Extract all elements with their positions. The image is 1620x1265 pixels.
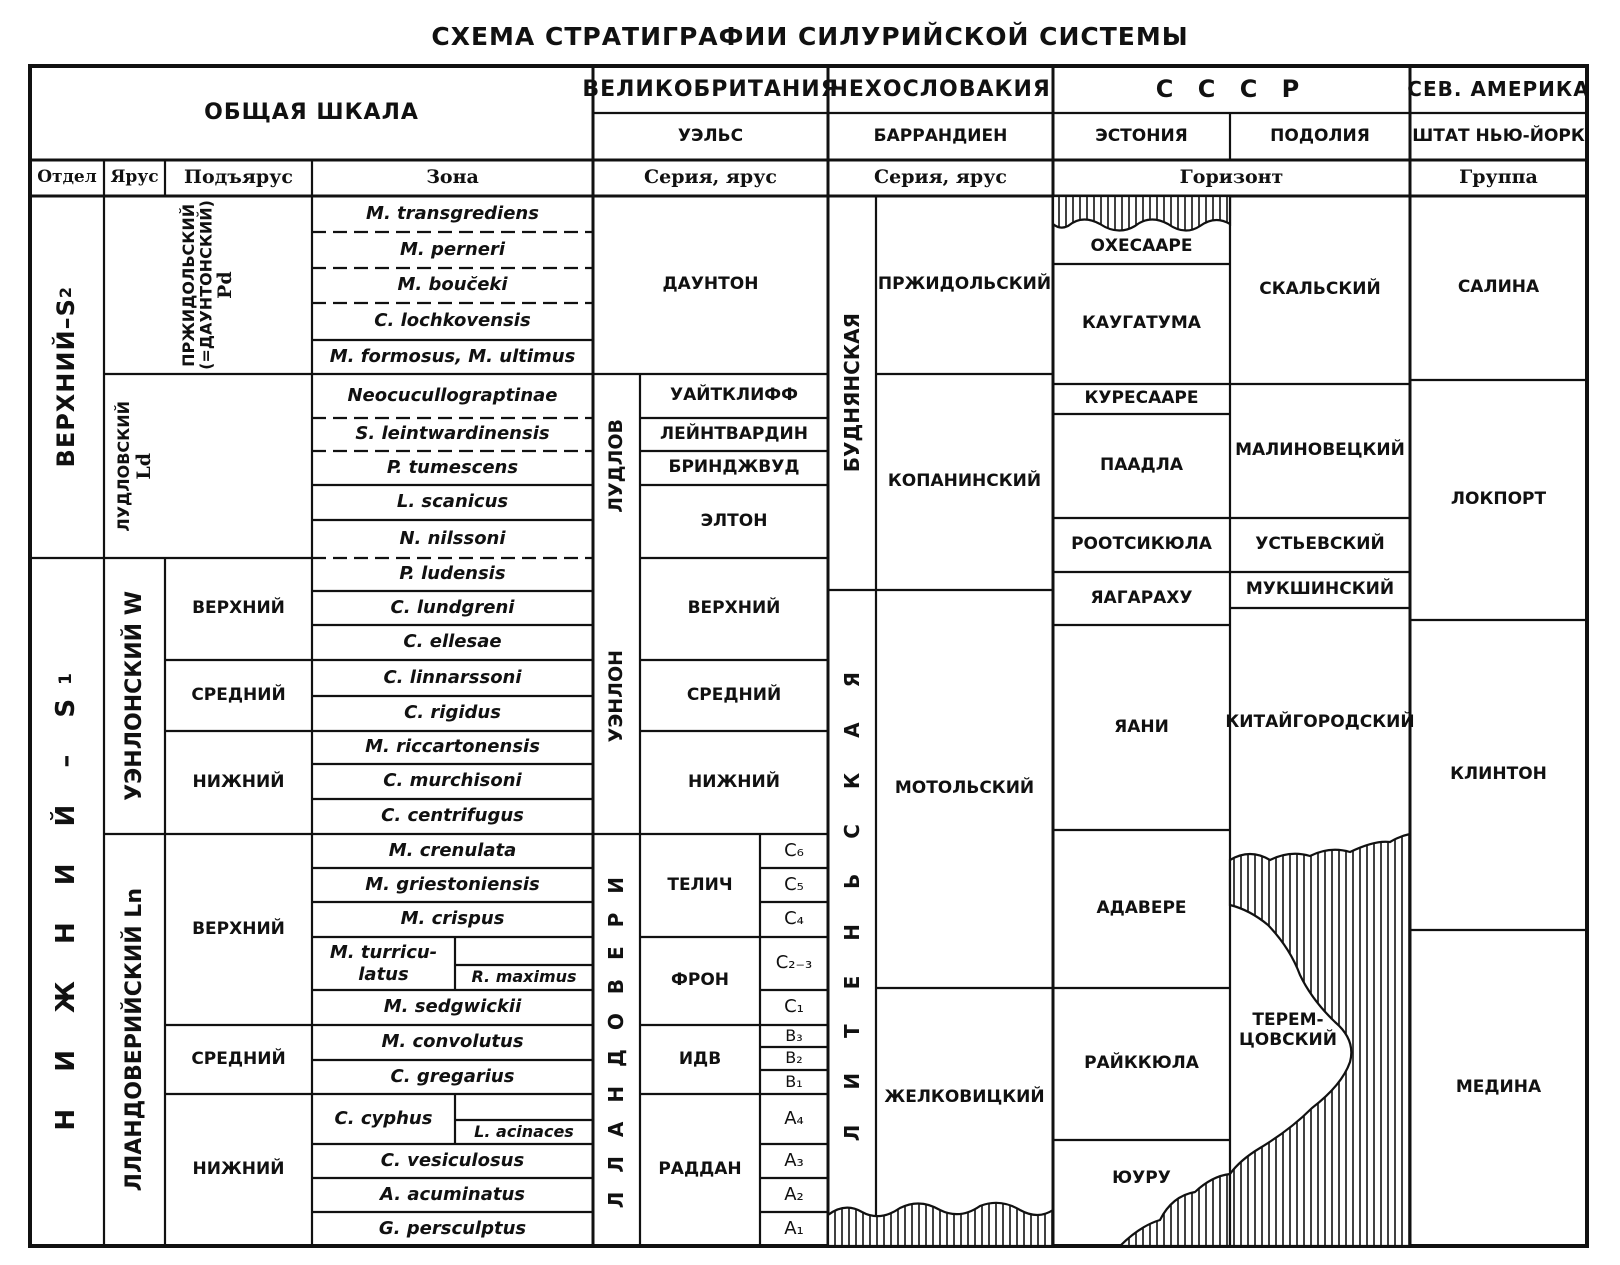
zone: M. convolutus <box>381 1031 524 1053</box>
yarus-pridoli-2: (=ДАУНТОНСКИЙ) <box>196 200 216 370</box>
header-barrandien: БАРРАНДИЕН <box>873 125 1008 146</box>
est-juuru: ЮУРУ <box>1112 1168 1171 1189</box>
yarus-wenlock <box>104 558 165 834</box>
podyarus-w-upper: ВЕРХНИЙ <box>192 598 285 619</box>
barr-budnan <box>828 196 876 590</box>
wales-c5: C₅ <box>784 873 804 895</box>
pod-teremtsy-1: ТЕРЕМ- <box>1252 1009 1324 1030</box>
wales-a2: A₂ <box>784 1183 804 1205</box>
yarus-llandovery <box>104 834 165 1246</box>
zone: C. linnarssoni <box>383 666 522 688</box>
zone: L. scanicus <box>396 491 509 513</box>
zone: S. leintwardinensis <box>355 423 550 445</box>
barr-liten-label: Л И Т Е Н Ь С К А Я <box>839 658 864 1142</box>
wales-b2: B₂ <box>785 1048 803 1068</box>
zone: G. persculptus <box>378 1217 527 1239</box>
wales-fron: ФРОН <box>671 970 729 991</box>
zone: M. crenulata <box>388 839 517 861</box>
zone-turriculatus-1: M. turricu- <box>329 941 438 963</box>
col-podyarus: Подъярус <box>184 166 293 189</box>
ny-salina: САЛИНА <box>1457 277 1540 298</box>
wales-wenlock <box>593 558 640 834</box>
yarus-pridoli <box>104 196 312 374</box>
header-ussr: С С С Р <box>1155 74 1308 103</box>
est-adavere: АДАВЕРЕ <box>1096 898 1187 919</box>
est-rootsikula: РООТСИКЮЛА <box>1071 534 1212 555</box>
wales-c6: C₆ <box>784 839 804 861</box>
zone: M. griestoniensis <box>365 873 540 895</box>
pod-ustye: УСТЬЕВСКИЙ <box>1255 534 1385 555</box>
zone: M. formosus, M. ultimus <box>329 345 576 367</box>
zone: M. perneri <box>399 238 506 260</box>
podyarus-w-lower: НИЖНИЙ <box>192 771 285 792</box>
wales-w-middle: СРЕДНИЙ <box>686 684 782 705</box>
barr-kopanin: КОПАНИНСКИЙ <box>887 471 1042 492</box>
yarus-pridoli-3: Pd <box>214 271 237 299</box>
col-otdel: Отдел <box>37 167 97 188</box>
wales-raddan: РАДДАН <box>658 1159 742 1180</box>
wales-a1: A₁ <box>784 1217 804 1239</box>
zone: C. lochkovensis <box>374 310 531 332</box>
wales-b1: B₁ <box>785 1071 803 1091</box>
col-zona: Зона <box>426 166 479 189</box>
header-gb: ВЕЛИКОБРИТАНИЯ <box>582 76 839 102</box>
zone: R. maximus <box>471 967 577 987</box>
est-jaagarahu: ЯАГАРАХУ <box>1090 587 1193 608</box>
pod-skala: СКАЛЬСКИЙ <box>1259 279 1381 300</box>
wales-c4: C₄ <box>784 908 804 930</box>
barr-zhelkovice: ЖЕЛКОВИЦКИЙ <box>884 1087 1045 1108</box>
podyarus-ln-lower: НИЖНИЙ <box>192 1159 285 1180</box>
zone: N. nilssoni <box>399 527 506 549</box>
zone: C. lundgreni <box>390 596 515 618</box>
wales-w-lower: НИЖНИЙ <box>688 771 780 792</box>
yarus-ludlow-2: Ld <box>132 452 155 480</box>
header-cs: ЧЕХОСЛОВАКИЯ <box>830 76 1051 102</box>
wales-whitcliffe: УАЙТКЛИФФ <box>669 385 799 406</box>
wales-b3: B₃ <box>785 1025 803 1045</box>
zone: C. rigidus <box>404 702 501 724</box>
zone: M. transgrediens <box>366 202 539 224</box>
col-gruppa: Группа <box>1459 166 1538 189</box>
est-paadla: ПААДЛА <box>1100 455 1183 476</box>
zone-turriculatus-2: latus <box>358 963 409 985</box>
zone-turriculatus <box>312 937 455 990</box>
ny-clinton: КЛИНТОН <box>1450 764 1547 785</box>
wales-bringewood: БРИНДЖВУД <box>668 457 800 478</box>
barr-liten <box>828 590 876 1210</box>
zone: C. murchisoni <box>383 770 522 792</box>
podyarus-ln-upper: ВЕРХНИЙ <box>192 918 285 939</box>
pod-teremtsy <box>1238 995 1338 1065</box>
wales-a4: A₄ <box>784 1107 804 1129</box>
wales-a3: A₃ <box>784 1149 804 1171</box>
ny-medina: МЕДИНА <box>1455 1077 1542 1098</box>
pod-muksha: МУКШИНСКИЙ <box>1245 579 1395 600</box>
zone: C. cyphus <box>334 1107 433 1129</box>
pod-teremtsy-2: ЦОВСКИЙ <box>1238 1030 1337 1050</box>
wales-telych: ТЕЛИЧ <box>667 874 733 895</box>
est-kaugatuma: КАУГАТУМА <box>1082 313 1201 334</box>
page-title: СХЕМА СТРАТИГРАФИИ СИЛУРИЙСКОЙ СИСТЕМЫ <box>431 22 1189 51</box>
col-gorizont: Горизонт <box>1179 166 1284 189</box>
zone: M. bouc̆eki <box>397 274 508 296</box>
wales-c1: C₁ <box>784 996 804 1018</box>
wales-llandovery <box>593 834 640 1246</box>
est-jaani: ЯАНИ <box>1114 716 1169 737</box>
zone: P. ludensis <box>399 563 506 585</box>
otdel-upper <box>30 196 104 558</box>
barr-motol: МОТОЛЬСКИЙ <box>894 778 1035 799</box>
header-general-scale: ОБЩАЯ ШКАЛА <box>204 100 419 126</box>
zone: Neocucullograptinae <box>347 384 558 406</box>
wales-downton: ДАУНТОН <box>662 274 759 295</box>
podyarus-ln-middle: СРЕДНИЙ <box>191 1048 286 1069</box>
otdel-upper-sub: 2 <box>56 286 76 299</box>
otdel-lower <box>30 558 104 1246</box>
yarus-llandovery-label: ЛЛАНДОВЕРИЙСКИЙ Ln <box>121 888 147 1192</box>
wales-ludlow-label: ЛУДЛОВ <box>604 419 627 513</box>
zone: P. tumescens <box>386 456 519 478</box>
zone: C. ellesae <box>403 631 502 653</box>
zone: M. sedgwickii <box>383 996 522 1018</box>
podyarus-w-middle: СРЕДНИЙ <box>191 684 286 705</box>
header-na: СЕВ. АМЕРИКА <box>1407 77 1590 101</box>
header-estonia: ЭСТОНИЯ <box>1095 125 1188 146</box>
barr-budnan-label: БУДНЯНСКАЯ <box>839 313 864 473</box>
otdel-lower-label: Н И Ж Н И Й – S <box>51 685 82 1131</box>
est-ohesaare: ОХЕСААРЕ <box>1090 236 1193 257</box>
zone: M. riccartonensis <box>365 736 540 758</box>
otdel-lower-sub: 1 <box>56 673 77 686</box>
barr-pridoli: ПРЖИДОЛЬСКИЙ <box>877 274 1052 295</box>
header-podolia: ПОДОЛИЯ <box>1270 125 1370 146</box>
zone: L. acinaces <box>474 1121 574 1141</box>
yarus-ludlow-1: ЛУДЛОВСКИЙ <box>113 400 133 532</box>
wales-w-upper: ВЕРХНИЙ <box>687 598 781 619</box>
pod-kitaigorod: КИТАЙГОРОДСКИЙ <box>1225 712 1415 733</box>
header-ny: ШТАТ НЬЮ-ЙОРК <box>1412 125 1585 146</box>
wales-idv: ИДВ <box>678 1048 722 1069</box>
yarus-ludlow <box>104 374 165 558</box>
wales-ludlow <box>593 374 640 558</box>
col-yarus: Ярус <box>110 167 159 188</box>
zone: C. gregarius <box>390 1065 515 1087</box>
otdel-upper-label: ВЕРХНИЙ–S <box>52 298 81 468</box>
wales-elton: ЭЛТОН <box>700 510 768 531</box>
ny-lockport: ЛОКПОРТ <box>1450 489 1547 510</box>
wales-leintwardine: ЛЕЙНТВАРДИН <box>660 423 808 444</box>
header-wales: УЭЛЬС <box>677 125 744 146</box>
yarus-pridoli-1: ПРЖИДОЛЬСКИЙ <box>178 203 198 367</box>
estonia-top-hatch <box>1053 196 1230 231</box>
yarus-wenlock-label: УЭНЛОНСКИЙ W <box>121 591 147 801</box>
col-seria-gb: Серия, ярус <box>644 166 777 189</box>
zone: C. vesiculosus <box>380 1149 525 1171</box>
col-seria-cs: Серия, ярус <box>874 166 1007 189</box>
wales-llandovery-label: Л Л А Н Д О В Е Р И <box>604 871 628 1209</box>
est-kuressaare: КУРЕСААРЕ <box>1084 388 1199 409</box>
zone: M. crispus <box>400 908 505 930</box>
zone: C. centrifugus <box>381 805 524 827</box>
zone: A. acuminatus <box>379 1183 526 1205</box>
wales-wenlock-label: УЭНЛОН <box>604 649 627 743</box>
wales-c23: C₂₋₃ <box>775 952 813 974</box>
pod-malinovtsy: МАЛИНОВЕЦКИЙ <box>1235 440 1405 461</box>
est-raikkula: РАЙККЮЛА <box>1084 1053 1199 1074</box>
